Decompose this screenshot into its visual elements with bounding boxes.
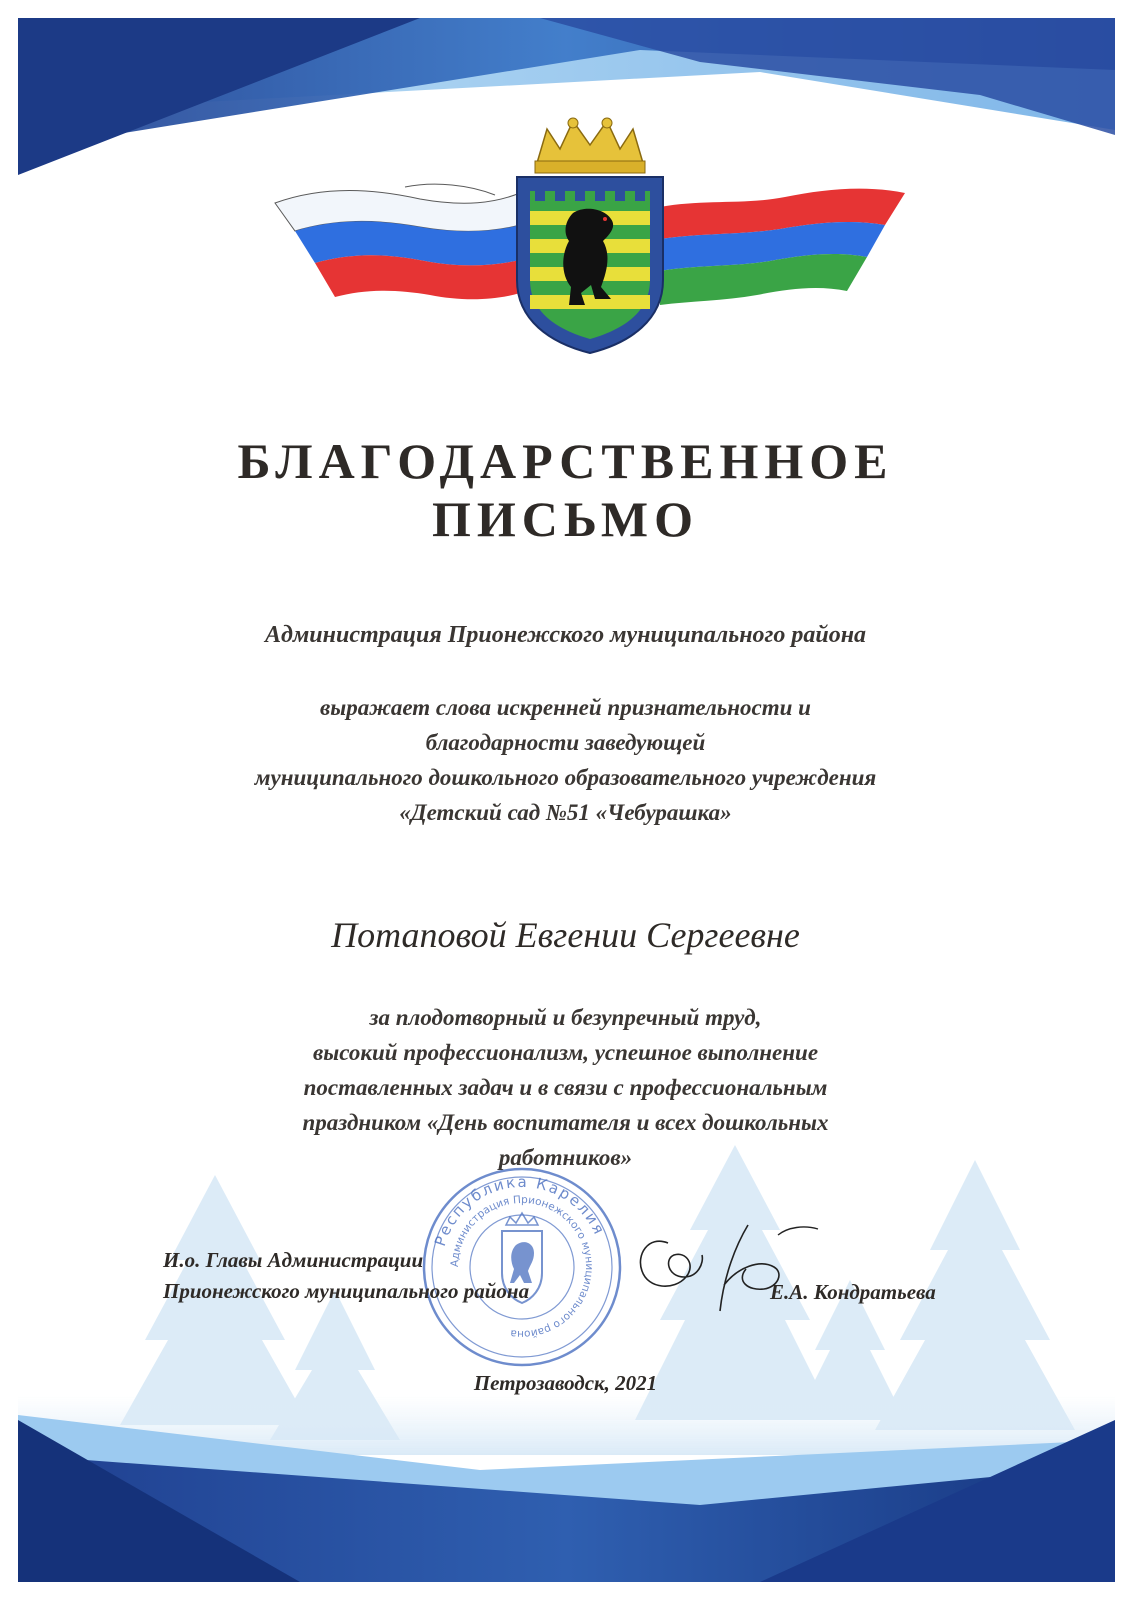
reason-line: поставленных задач и в связи с профессиональным xyxy=(303,1075,828,1100)
document-title-line-2: ПИСЬМО xyxy=(431,491,700,547)
flag-ribbon-left xyxy=(275,184,520,299)
stamp-outer-text: Республика Карелия xyxy=(431,1172,609,1249)
stamp-inner-text: Администрация Прионежского муниципального района xyxy=(448,1193,596,1341)
reason-block xyxy=(100,1000,1031,1175)
reason-line: работников» xyxy=(498,1145,633,1170)
signatory-name: Е.А. Кондратьева xyxy=(770,1280,936,1304)
expression-line: благодарности заведующей xyxy=(425,730,706,755)
signatory-title xyxy=(163,1245,643,1307)
reason-line: высокий профессионализм, успешное выполнение xyxy=(312,1040,819,1065)
flag-ribbon-right xyxy=(660,189,905,305)
recipient-name: Потаповой Евгении Сергеевне xyxy=(331,915,800,955)
signatory-title-line: Прионежского муниципального района xyxy=(163,1279,530,1303)
expression-line: выражает слова искренней признательности и xyxy=(320,695,811,720)
expression-line: муниципального дошкольного образовательного учреждения xyxy=(254,765,877,790)
signatory-title-line: И.о. Главы Администрации xyxy=(163,1248,424,1272)
document-title-line-1: БЛАГОДАРСТВЕННОЕ xyxy=(237,433,894,489)
handwritten-signature xyxy=(628,1215,828,1325)
place-and-year: Петрозаводск, 2021 xyxy=(473,1371,658,1395)
shield xyxy=(517,177,663,353)
expression-line: «Детский сад №51 «Чебурашка» xyxy=(399,800,732,825)
reason-line: за плодотворный и безупречный труд, xyxy=(369,1005,762,1030)
crown xyxy=(535,118,645,173)
issuer: Администрация Прионежского муниципального района xyxy=(264,622,867,648)
expression-block xyxy=(100,690,1031,830)
coat-of-arms-emblem xyxy=(255,115,925,360)
reason-line: праздником «День воспитателя и всех дошкольных xyxy=(302,1110,829,1135)
